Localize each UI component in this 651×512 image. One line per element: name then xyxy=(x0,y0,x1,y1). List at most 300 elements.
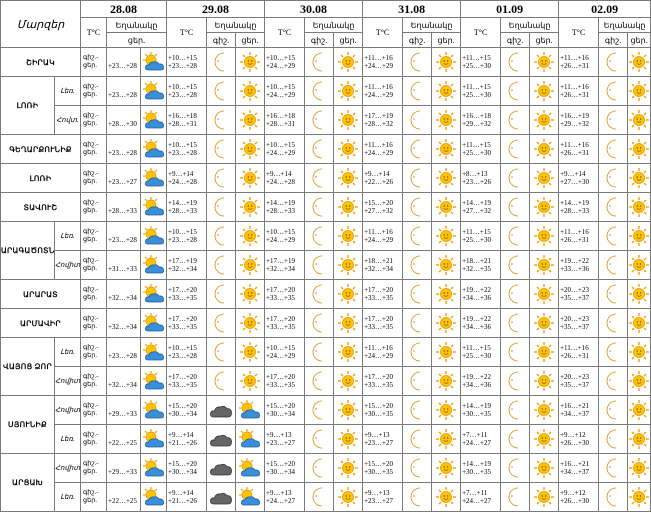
temperature-value: +16…+18 +28…+31 xyxy=(265,106,305,135)
sun-icon xyxy=(628,135,651,164)
moon-icon xyxy=(207,77,236,106)
moon-icon xyxy=(305,280,334,309)
temperature-value: +9…+14 +22…+26 xyxy=(363,164,403,193)
zone-name: Լեռ. xyxy=(55,483,81,512)
region-name: ՎԱՅՈՑ ՁՈՐ xyxy=(1,338,55,396)
sun-icon xyxy=(236,338,265,367)
sun-icon xyxy=(530,425,559,454)
moon-icon xyxy=(305,77,334,106)
time-label: գիշ.- ցեր. xyxy=(81,106,107,135)
zone-name: Հովիտ xyxy=(55,251,81,280)
sun-icon xyxy=(236,222,265,251)
sun-icon xyxy=(432,396,461,425)
moon-icon xyxy=(403,193,432,222)
temperature-value: +7…+11 +24…+27 xyxy=(461,483,501,512)
weather-header: Եղանակը xyxy=(107,18,167,33)
region-name: ԱՐՄԱՎԻՐ xyxy=(1,309,81,338)
region-name: ԳԵՂԱՐՔՈՒՆԻՔ xyxy=(1,135,81,164)
temperature-value: +18…+21 +32…+35 xyxy=(461,251,501,280)
partly-cloudy-icon xyxy=(141,222,167,251)
moon-icon xyxy=(599,396,628,425)
region-name: ԱՐՑԱԽ xyxy=(1,454,55,512)
moon-icon xyxy=(305,164,334,193)
moon-icon xyxy=(403,280,432,309)
sun-icon xyxy=(628,222,651,251)
date-header: 01.09 xyxy=(461,1,559,18)
temperature-value: +11…+16 +26…+31 xyxy=(559,77,599,106)
temperature-value: +11…+16 +24…+29 xyxy=(363,222,403,251)
sun-icon xyxy=(334,251,363,280)
sun-icon xyxy=(236,280,265,309)
forecast-row xyxy=(1,251,651,280)
moon-icon xyxy=(599,309,628,338)
temperature-value: +17…+20 +33…+35 xyxy=(363,280,403,309)
partly-cloudy-icon xyxy=(141,483,167,512)
partly-cloudy-icon xyxy=(141,135,167,164)
forecast-row xyxy=(1,280,651,309)
moon-icon xyxy=(403,77,432,106)
forecast-row xyxy=(1,222,651,251)
partly-cloudy-icon xyxy=(141,338,167,367)
temperature-value: +11…+16 +24…+29 xyxy=(363,48,403,77)
temperature-value: +17…+20 +33…+35 xyxy=(265,280,305,309)
date-header: 31.08 xyxy=(363,1,461,18)
sun-icon xyxy=(530,222,559,251)
temperature-value: +17…+20 +33…+35 xyxy=(265,367,305,396)
temperature-value: +7…+11 +24…+27 xyxy=(461,425,501,454)
moon-icon xyxy=(305,222,334,251)
temperature-value: +14…+19 +28…+33 xyxy=(167,193,207,222)
moon-icon xyxy=(403,48,432,77)
forecast-row xyxy=(1,367,651,396)
temperature-value: +23…+28 xyxy=(107,338,141,367)
temperature-value: +20…+23 +35…+37 xyxy=(559,280,599,309)
moon-icon xyxy=(501,222,530,251)
zone-name: Հովիտ xyxy=(55,367,81,396)
sun-icon xyxy=(530,48,559,77)
temperature-value: +14…+19 +28…+33 xyxy=(265,193,305,222)
moon-icon xyxy=(207,48,236,77)
forecast-row xyxy=(1,338,651,367)
sun-icon xyxy=(628,106,651,135)
temperature-value: +11…+16 +24…+29 xyxy=(363,77,403,106)
moon-icon xyxy=(305,483,334,512)
partly-cloudy-icon xyxy=(141,164,167,193)
moon-icon xyxy=(599,193,628,222)
temperature-value: +10…+15 +24…+29 xyxy=(265,135,305,164)
sun-icon xyxy=(628,338,651,367)
weather-header: Եղանակը xyxy=(403,18,461,33)
temperature-value: +32…+34 xyxy=(107,280,141,309)
temperature-value: +11…+15 +25…+30 xyxy=(461,48,501,77)
moon-icon xyxy=(599,367,628,396)
date-header: 29.08 xyxy=(167,1,265,18)
time-label: գիշ.- ցեր. xyxy=(81,396,107,425)
temperature-value: +17…+20 +33…+35 xyxy=(167,280,207,309)
temperature-value: +17…+20 +33…+35 xyxy=(167,309,207,338)
time-label: գիշ.- ցեր. xyxy=(81,338,107,367)
sun-icon xyxy=(236,309,265,338)
moon-icon xyxy=(403,164,432,193)
moon-icon xyxy=(403,135,432,164)
temperature-value: +16…+19 +29…+32 xyxy=(559,106,599,135)
day-header: ցեր. xyxy=(628,33,651,48)
temperature-value: +17…+19 +32…+34 xyxy=(167,251,207,280)
moon-icon xyxy=(305,425,334,454)
temp-header: T°C xyxy=(363,18,403,48)
cloud-icon xyxy=(207,425,236,454)
night-header: գիշ. xyxy=(207,33,236,48)
temperature-value: +17…+20 +33…+35 xyxy=(265,309,305,338)
temperature-value: +29…+33 xyxy=(107,396,141,425)
sun-icon xyxy=(236,106,265,135)
sun-icon xyxy=(334,48,363,77)
forecast-row xyxy=(1,106,651,135)
partly-cloudy-icon xyxy=(141,77,167,106)
moon-icon xyxy=(305,338,334,367)
weather-header: Եղանակը xyxy=(305,18,363,33)
moon-icon xyxy=(501,454,530,483)
moon-icon xyxy=(403,454,432,483)
temperature-value: +9…+13 +23…+27 xyxy=(265,425,305,454)
day-header: ցեր. xyxy=(107,33,167,48)
temp-header: T°C xyxy=(167,18,207,48)
sun-icon xyxy=(530,135,559,164)
region-name: ԱՐԱՐԱՏ xyxy=(1,280,81,309)
moon-icon xyxy=(403,483,432,512)
partly-cloudy-icon xyxy=(141,280,167,309)
weather-header: Եղանակը xyxy=(501,18,559,33)
zone-name: Լեռ. xyxy=(55,425,81,454)
temperature-value: +14…+19 +30…+35 xyxy=(461,396,501,425)
temp-header: T°C xyxy=(265,18,305,48)
time-label: գիշ.- ցեր. xyxy=(81,309,107,338)
partly-cloudy-icon xyxy=(141,367,167,396)
sun-icon xyxy=(530,164,559,193)
sun-icon xyxy=(530,338,559,367)
sun-icon xyxy=(432,454,461,483)
temperature-value: +9…+14 +24…+28 xyxy=(265,164,305,193)
temperature-value: +19…+22 +34…+36 xyxy=(461,309,501,338)
moon-icon xyxy=(207,251,236,280)
sun-icon xyxy=(432,338,461,367)
moon-icon xyxy=(501,425,530,454)
temperature-value: +10…+15 +24…+29 xyxy=(265,222,305,251)
temperature-value: +11…+15 +25…+30 xyxy=(461,338,501,367)
temperature-value: +23…+28 xyxy=(107,222,141,251)
temperature-value: +11…+16 +26…+31 xyxy=(559,338,599,367)
moon-icon xyxy=(207,309,236,338)
sun-icon xyxy=(236,367,265,396)
time-label: գիշ.- ցեր. xyxy=(81,454,107,483)
sun-icon xyxy=(530,193,559,222)
zone-name: Հովտ. xyxy=(55,106,81,135)
day-header: ցեր. xyxy=(530,33,559,48)
sun-icon xyxy=(628,164,651,193)
moon-icon xyxy=(599,106,628,135)
moon-icon xyxy=(599,425,628,454)
sun-icon xyxy=(236,77,265,106)
moon-icon xyxy=(501,483,530,512)
temperature-value: +16…+18 +29…+32 xyxy=(461,106,501,135)
partly-cloudy-icon xyxy=(236,454,265,483)
night-header: գիշ. xyxy=(403,33,432,48)
temperature-value: +14…+19 +27…+32 xyxy=(461,193,501,222)
temperature-value: +22…+25 xyxy=(107,425,141,454)
sun-icon xyxy=(432,48,461,77)
sun-icon xyxy=(432,309,461,338)
time-label: գիշ.- ցեր. xyxy=(81,77,107,106)
temperature-value: +15…+20 +30…+34 xyxy=(265,454,305,483)
sun-icon xyxy=(628,425,651,454)
cloud-icon xyxy=(207,483,236,512)
time-label: գիշ.- ցեր. xyxy=(81,483,107,512)
moon-icon xyxy=(207,280,236,309)
sun-icon xyxy=(432,367,461,396)
regions-header: Մարզեր xyxy=(1,1,81,48)
partly-cloudy-icon xyxy=(236,425,265,454)
moon-icon xyxy=(599,135,628,164)
sun-icon xyxy=(334,483,363,512)
temperature-value: +14…+19 +30…+35 xyxy=(461,454,501,483)
temperature-value: +16…+21 +34…+37 xyxy=(559,396,599,425)
temp-header: T°C xyxy=(461,18,501,48)
temperature-value: +8…+13 +23…+26 xyxy=(461,164,501,193)
temperature-value: +22…+25 xyxy=(107,483,141,512)
time-label: գիշ.- ցեր. xyxy=(81,425,107,454)
moon-icon xyxy=(207,222,236,251)
moon-icon xyxy=(501,48,530,77)
sun-icon xyxy=(334,396,363,425)
cloud-icon xyxy=(207,454,236,483)
moon-icon xyxy=(305,48,334,77)
moon-icon xyxy=(403,367,432,396)
temperature-value: +10…+15 +24…+29 xyxy=(265,48,305,77)
moon-icon xyxy=(207,193,236,222)
moon-icon xyxy=(501,106,530,135)
sun-icon xyxy=(530,251,559,280)
weather-header: Եղանակը xyxy=(207,18,265,33)
time-label: գիշ.- ցեր. xyxy=(81,222,107,251)
temperature-value: +11…+15 +25…+30 xyxy=(461,222,501,251)
temperature-value: +11…+16 +26…+31 xyxy=(559,135,599,164)
temperature-value: +19…+22 +34…+36 xyxy=(461,367,501,396)
moon-icon xyxy=(501,251,530,280)
day-header: ցեր. xyxy=(236,33,265,48)
moon-icon xyxy=(305,396,334,425)
sun-icon xyxy=(432,77,461,106)
sun-icon xyxy=(334,222,363,251)
temperature-value: +11…+16 +26…+31 xyxy=(559,222,599,251)
temperature-value: +10…+15 +23…+28 xyxy=(167,77,207,106)
forecast-row xyxy=(1,309,651,338)
moon-icon xyxy=(501,135,530,164)
region-name: ՏԱՎՈՒՇ xyxy=(1,193,81,222)
moon-icon xyxy=(403,222,432,251)
temperature-value: +16…+18 +28…+31 xyxy=(167,106,207,135)
temperature-value: +17…+20 +33…+35 xyxy=(167,367,207,396)
temperature-value: +20…+23 +35…+37 xyxy=(559,309,599,338)
moon-icon xyxy=(599,164,628,193)
partly-cloudy-icon xyxy=(141,454,167,483)
temperature-value: +9…+13 +23…+27 xyxy=(363,483,403,512)
time-label: գիշ.- ցեր. xyxy=(81,367,107,396)
day-header: ցեր. xyxy=(432,33,461,48)
temperature-value: +16…+21 +34…+37 xyxy=(559,454,599,483)
sun-icon xyxy=(432,425,461,454)
sun-icon xyxy=(530,77,559,106)
moon-icon xyxy=(207,135,236,164)
moon-icon xyxy=(305,135,334,164)
sun-icon xyxy=(530,367,559,396)
moon-icon xyxy=(599,222,628,251)
moon-icon xyxy=(403,106,432,135)
forecast-row xyxy=(1,164,651,193)
region-name: ՇԻՐԱԿ xyxy=(1,48,81,77)
temperature-value: +11…+16 +24…+29 xyxy=(363,338,403,367)
zone-name: Լեռ. xyxy=(55,338,81,367)
temperature-value: +23…+28 xyxy=(107,135,141,164)
temperature-value: +19…+22 +33…+36 xyxy=(559,251,599,280)
sun-icon xyxy=(628,367,651,396)
temperature-value: +19…+22 +34…+36 xyxy=(461,280,501,309)
time-label: գիշ.- ցեր. xyxy=(81,164,107,193)
sun-icon xyxy=(334,135,363,164)
zone-name: Լեռ. xyxy=(55,77,81,106)
sun-icon xyxy=(628,48,651,77)
temperature-value: +9…+14 +27…+30 xyxy=(559,164,599,193)
sun-icon xyxy=(236,164,265,193)
forecast-row xyxy=(1,483,651,512)
temperature-value: +9…+14 +21…+26 xyxy=(167,483,207,512)
sun-icon xyxy=(334,367,363,396)
sun-icon xyxy=(432,251,461,280)
moon-icon xyxy=(207,367,236,396)
temperature-value: +17…+20 +33…+35 xyxy=(363,309,403,338)
sun-icon xyxy=(236,193,265,222)
temperature-value: +23…+28 xyxy=(107,48,141,77)
temperature-value: +11…+16 +26…+31 xyxy=(559,48,599,77)
moon-icon xyxy=(207,164,236,193)
sun-icon xyxy=(628,251,651,280)
moon-icon xyxy=(599,454,628,483)
sun-icon xyxy=(334,193,363,222)
temperature-value: +17…+20 +33…+35 xyxy=(363,367,403,396)
moon-icon xyxy=(305,454,334,483)
temperature-value: +10…+15 +23…+28 xyxy=(167,222,207,251)
forecast-row xyxy=(1,193,651,222)
sun-icon xyxy=(628,77,651,106)
temperature-value: +15…+20 +27…+32 xyxy=(363,193,403,222)
zone-name: Հովիտ xyxy=(55,454,81,483)
sun-icon xyxy=(628,454,651,483)
temperature-value: +10…+15 +23…+28 xyxy=(167,135,207,164)
sun-icon xyxy=(432,193,461,222)
temperature-value: +15…+20 +30…+35 xyxy=(363,454,403,483)
sun-icon xyxy=(628,483,651,512)
temperature-value: +29…+33 xyxy=(107,454,141,483)
temperature-value: +9…+13 +23…+27 xyxy=(363,425,403,454)
cloud-icon xyxy=(207,396,236,425)
day-header: ցեր. xyxy=(334,33,363,48)
moon-icon xyxy=(305,251,334,280)
sun-icon xyxy=(236,251,265,280)
temperature-value: +32…+34 xyxy=(107,367,141,396)
temperature-value: +10…+15 +24…+29 xyxy=(265,338,305,367)
temperature-value: +31…+33 xyxy=(107,251,141,280)
moon-icon xyxy=(599,280,628,309)
forecast-row xyxy=(1,396,651,425)
temperature-value: +32…+34 xyxy=(107,309,141,338)
moon-icon xyxy=(501,77,530,106)
sun-icon xyxy=(432,222,461,251)
sun-icon xyxy=(628,309,651,338)
partly-cloudy-icon xyxy=(141,251,167,280)
temperature-value: +10…+15 +23…+28 xyxy=(167,338,207,367)
moon-icon xyxy=(599,48,628,77)
partly-cloudy-icon xyxy=(236,396,265,425)
temperature-value: +11…+15 +25…+30 xyxy=(461,135,501,164)
moon-icon xyxy=(305,309,334,338)
sun-icon xyxy=(530,483,559,512)
temperature-value: +15…+20 +30…+35 xyxy=(363,396,403,425)
partly-cloudy-icon xyxy=(236,483,265,512)
sun-icon xyxy=(334,164,363,193)
sun-icon xyxy=(334,106,363,135)
date-header: 02.09 xyxy=(559,1,651,18)
temperature-value: +18…+21 +32…+34 xyxy=(363,251,403,280)
night-header: գիշ. xyxy=(501,33,530,48)
temperature-value: +28…+33 xyxy=(107,193,141,222)
forecast-row xyxy=(1,135,651,164)
moon-icon xyxy=(207,106,236,135)
moon-icon xyxy=(501,396,530,425)
sun-icon xyxy=(236,135,265,164)
moon-icon xyxy=(305,367,334,396)
temperature-value: +11…+16 +24…+29 xyxy=(363,135,403,164)
moon-icon xyxy=(501,164,530,193)
sun-icon xyxy=(530,396,559,425)
sun-icon xyxy=(334,309,363,338)
moon-icon xyxy=(599,251,628,280)
forecast-row xyxy=(1,425,651,454)
temperature-value: +9…+12 +26…+30 xyxy=(559,425,599,454)
region-name: ՍՅՈՒՆԻՔ xyxy=(1,396,55,454)
zone-name: Լեռ. xyxy=(55,222,81,251)
sun-icon xyxy=(530,280,559,309)
time-label: գիշ.- ցեր. xyxy=(81,280,107,309)
sun-icon xyxy=(236,48,265,77)
night-header: գիշ. xyxy=(599,33,628,48)
sun-icon xyxy=(334,77,363,106)
temperature-value: +15…+20 +30…+34 xyxy=(167,396,207,425)
sun-icon xyxy=(334,338,363,367)
moon-icon xyxy=(207,338,236,367)
date-header: 30.08 xyxy=(265,1,363,18)
partly-cloudy-icon xyxy=(141,309,167,338)
time-label: գիշ.- ցեր. xyxy=(81,193,107,222)
night-header: գիշ. xyxy=(305,33,334,48)
moon-icon xyxy=(403,251,432,280)
sun-icon xyxy=(530,454,559,483)
temperature-value: +23…+27 xyxy=(107,164,141,193)
region-name: ԼՈՌԻ xyxy=(1,164,81,193)
temperature-value: +9…+12 +26…+30 xyxy=(559,483,599,512)
temperature-value: +17…+19 +28…+32 xyxy=(363,106,403,135)
moon-icon xyxy=(599,483,628,512)
moon-icon xyxy=(599,77,628,106)
temperature-value: +28…+30 xyxy=(107,106,141,135)
